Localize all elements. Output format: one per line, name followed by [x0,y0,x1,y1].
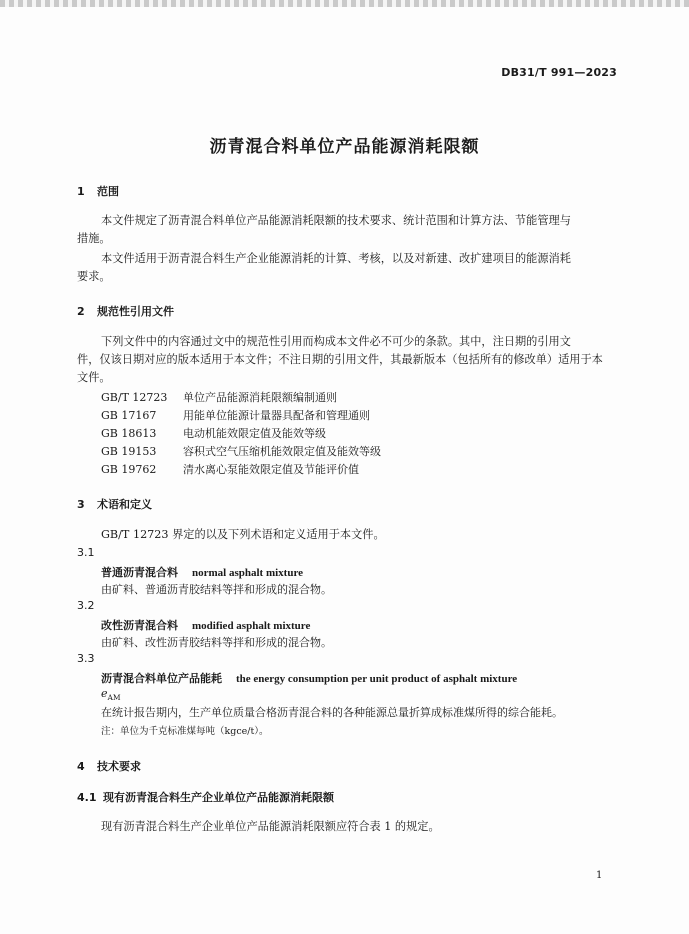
reference-name: 容积式空气压缩机能效限定值及能效等级 [183,445,381,458]
section-3-number: 3 [77,498,85,511]
symbol-letter: e [101,687,108,700]
page-number: 1 [596,870,603,881]
reference-name: 清水离心泵能效限定值及节能评价值 [183,463,359,476]
reference-name: 电动机能效限定值及能效等级 [183,427,326,440]
term-definition: 由矿料、改性沥青胶结料等拌和形成的混合物。 [101,636,332,649]
term-heading [101,617,310,633]
section-4-number: 4 [77,760,85,773]
reference-code: GB/T 12723 [101,391,168,404]
term-symbol [101,687,121,702]
term-note: 注：单位为千克标准煤每吨（kgce/t）。 [101,726,269,737]
subsection-4-1-para: 现有沥青混合料生产企业单位产品能源消耗限额应符合表 1 的规定。 [101,820,440,833]
reference-item [101,461,359,477]
section-1-para-2-line-1: 本文件适用于沥青混合料生产企业能源消耗的计算、考核，以及对新建、改扩建项目的能源消耗 [101,252,571,265]
section-2-para-line-3: 文件。 [77,371,111,384]
section-1-title: 范围 [97,185,119,198]
term-zh: 普通沥青混合料 [101,566,178,579]
section-2-title: 规范性引用文件 [97,305,174,318]
term-en: the energy consumption per unit product of asphalt mixture [236,673,518,685]
term-en: modified asphalt mixture [192,620,311,632]
term-number: 3.3 [77,652,95,665]
section-2-heading [77,303,174,319]
term-zh: 沥青混合料单位产品能耗 [101,672,222,685]
reference-code: GB 19153 [101,445,157,458]
section-2-para-line-2: 件，仅该日期对应的版本适用于本文件；不注日期的引用文件，其最新版本（包括所有的修改单）适用于本 [77,353,603,366]
subsection-number: 4.1 [77,791,97,804]
section-1-para-1-line-1: 本文件规定了沥青混合料单位产品能源消耗限额的技术要求、统计范围和计算方法、节能管理与 [101,214,571,227]
section-2-para-line-1: 下列文件中的内容通过文中的规范性引用而构成本文件必不可少的条款。其中，注日期的引用文 [101,335,571,348]
reference-item [101,389,337,405]
section-1-para-2-line-2: 要求。 [77,270,111,283]
section-3-title: 术语和定义 [97,498,152,511]
reference-item [101,425,326,441]
reference-code: GB 19762 [101,463,157,476]
section-4-heading [77,758,141,774]
reference-item [101,407,370,423]
term-heading [101,670,517,686]
term-number: 3.2 [77,599,95,612]
section-3-heading [77,496,152,512]
reference-name: 单位产品能源消耗限额编制通则 [183,391,337,404]
section-1-number: 1 [77,185,85,198]
reference-code: GB 17167 [101,409,157,422]
page-title: 沥青混合料单位产品能源消耗限额 [209,137,480,157]
section-4-title: 技术要求 [97,760,141,773]
subsection-title: 现有沥青混合料生产企业单位产品能源消耗限额 [103,791,334,804]
term-definition: 在统计报告期内，生产单位质量合格沥青混合料的各种能源总量折算成标准煤所得的综合能耗。 [101,706,563,719]
section-1-para-1-line-2: 措施。 [77,232,111,245]
section-3-intro: GB/T 12723 界定的以及下列术语和定义适用于本文件。 [101,528,385,541]
standard-code: DB31/T 991—2023 [501,66,617,79]
term-zh: 改性沥青混合料 [101,619,178,632]
term-number: 3.1 [77,546,95,559]
symbol-subscript: AM [107,693,121,703]
subsection-4-1-heading [77,789,334,805]
term-en: normal asphalt mixture [192,567,304,579]
reference-code: GB 18613 [101,427,157,440]
term-definition: 由矿料、普通沥青胶结料等拌和形成的混合物。 [101,583,332,596]
reference-name: 用能单位能源计量器具配备和管理通则 [183,409,370,422]
section-1-heading [77,183,119,199]
reference-item [101,443,381,459]
scan-edge [0,0,689,7]
section-2-number: 2 [77,305,85,318]
term-heading [101,564,303,580]
